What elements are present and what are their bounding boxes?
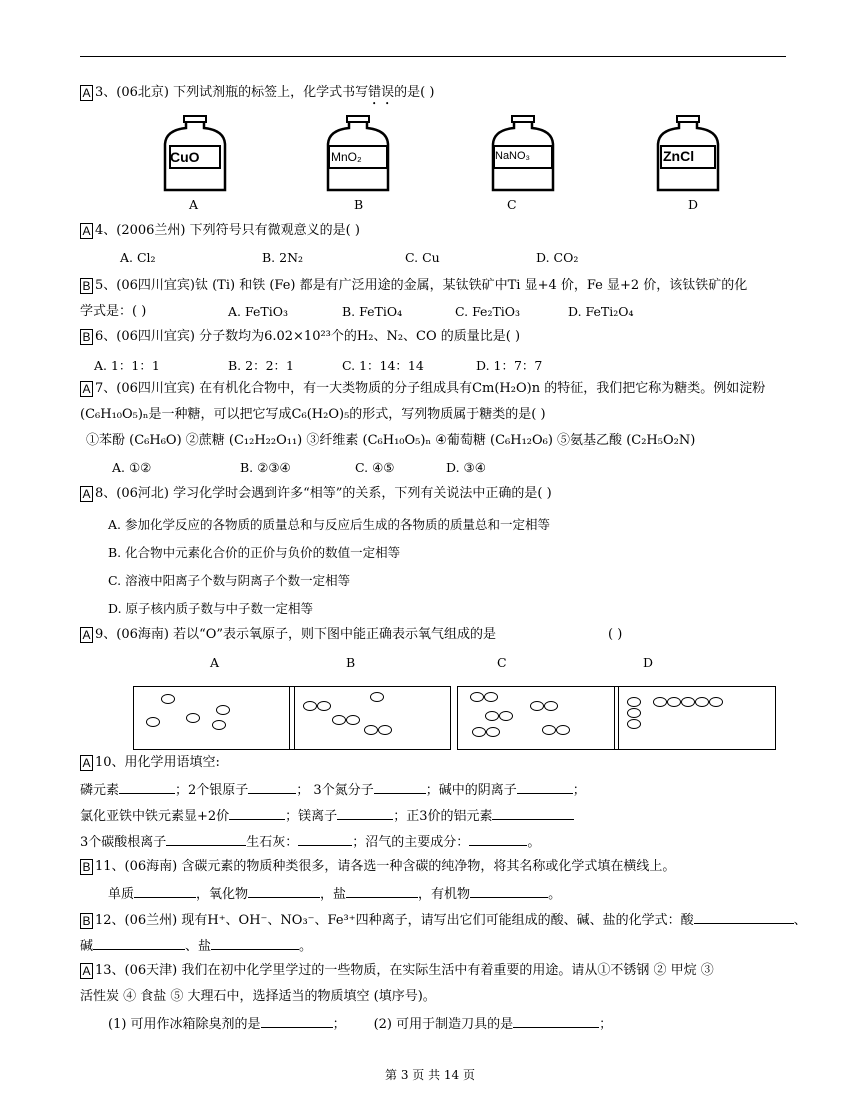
question-6 (80, 328, 520, 346)
level-badge: A (80, 223, 93, 239)
question-text: 4、(2006兰州) 下列符号只有微观意义的是( ) (95, 223, 360, 238)
fill-line: 碱 、盐 。 (80, 936, 312, 956)
oxygen-atom-icon (370, 692, 384, 702)
option-a: A. Cl₂ (120, 250, 156, 265)
question-text: 3、(06北京) 下列试剂瓶的标签上，化学式书写 (95, 85, 369, 100)
question-text: 5、(06四川宜宾)钛 (Ti) 和铁 (Fe) 都是有广泛用途的金属，某钛铁矿中Ti 显+4 价，Fe 显+2 价，该钛铁矿的化 (95, 278, 748, 293)
fill-line: (1) 可用作冰箱除臭剂的是 ； (2) 可用于制造刀具的是 ； (108, 1014, 612, 1034)
fill-line: 3个碳酸根离子 生石灰： ；沼气的主要成分： 。 (80, 832, 540, 852)
oxygen-atom-icon (709, 697, 723, 707)
answer-blank[interactable] (374, 780, 426, 794)
oxygen-atom-icon (317, 701, 331, 711)
question-13-line2: 活性炭 ④ 食盐 ⑤ 大理石中，选择适当的物质填空 (填序号)。 (80, 989, 436, 1004)
oxygen-atom-icon (530, 701, 544, 711)
question-text: 11、(06海南) 含碳元素的物质种类很多，请各选一种含碳的纯净物，将其名称或化学式填在横线上。 (95, 859, 676, 874)
header-rule (80, 56, 786, 57)
oxygen-atom-icon (216, 705, 230, 715)
bottle-label: CuO (170, 149, 200, 165)
answer-blank[interactable] (469, 832, 527, 846)
option-c: C. ④⑤ (355, 460, 395, 475)
answer-blank[interactable] (229, 806, 285, 820)
oxygen-atom-icon (378, 725, 392, 735)
level-badge: A (80, 963, 93, 979)
option-a: A. 参加化学反应的各物质的质量总和与反应后生成的各物质的质量总和一定相等 (108, 517, 550, 532)
option-a: A. FeTiO₃ (228, 304, 288, 319)
level-badge: A (80, 486, 93, 502)
oxygen-atom-icon (544, 701, 558, 711)
question-5-line2: 学式是：( ) (80, 304, 147, 319)
option-a: A (210, 655, 220, 670)
option-b: B. FeTiO₄ (342, 304, 403, 319)
level-badge: B (80, 859, 93, 875)
oxygen-atom-icon (161, 694, 175, 704)
oxygen-atom-icon (681, 697, 695, 707)
oxygen-atom-icon (627, 708, 641, 718)
option-d: D. CO₂ (536, 250, 579, 265)
option-b: B. 化合物中元素化合价的正价与负价的数值一定相等 (108, 545, 401, 560)
level-badge: A (80, 755, 93, 771)
answer-blank[interactable] (694, 910, 794, 924)
oxygen-atom-icon (627, 697, 641, 707)
oxygen-atom-icon (212, 720, 226, 730)
question-13 (80, 962, 714, 980)
oxygen-atom-icon (556, 725, 570, 735)
question-text: 10、用化学用语填空: (95, 755, 220, 770)
diagram-box-c (457, 686, 619, 750)
option-c: C. 1：14：14 (342, 358, 424, 373)
question-7 (80, 380, 765, 398)
option-d: D. ③④ (446, 460, 486, 475)
option-b: B. 2：2：1 (228, 358, 294, 373)
option-b: B (346, 655, 356, 670)
answer-blank[interactable] (337, 806, 393, 820)
oxygen-atom-icon (472, 727, 486, 737)
option-a: A. ①② (112, 460, 152, 475)
answer-blank[interactable] (346, 884, 418, 898)
oxygen-atom-icon (346, 715, 360, 725)
answer-blank[interactable] (134, 884, 196, 898)
bottle-label: NaNO₃ (495, 150, 531, 162)
option-b: B. ②③④ (240, 460, 291, 475)
diagram-box-a (133, 686, 295, 750)
oxygen-atom-icon (332, 715, 346, 725)
option-c: C (507, 197, 517, 212)
option-d: D (688, 197, 699, 212)
question-10 (80, 754, 220, 772)
diagram-box-d (614, 686, 776, 750)
option-d: D. FeTi₂O₄ (568, 304, 634, 319)
answer-blank[interactable] (298, 832, 352, 846)
option-d: D. 原子核内质子数与中子数一定相等 (108, 601, 314, 616)
answer-blank[interactable] (470, 884, 548, 898)
oxygen-atom-icon (484, 692, 498, 702)
answer-blank[interactable] (248, 780, 296, 794)
question-7-line2: (C₆H₁₀O₅)ₙ是一种糖，可以把它写成C₆(H₂O)₅的形式，写列物质属于糖类的是( ) (80, 407, 546, 422)
answer-blank[interactable] (93, 936, 185, 950)
diagram-box-b (289, 686, 451, 750)
level-badge: A (80, 627, 93, 643)
fill-line: 氯化亚铁中铁元素显+2价 ；镁离子 ；正3价的铝元素 (80, 806, 574, 826)
oxygen-atom-icon (486, 727, 500, 737)
option-c: C (497, 655, 507, 670)
answer-blank[interactable] (119, 780, 175, 794)
level-badge: A (80, 85, 93, 101)
question-11 (80, 858, 675, 876)
answer-blank[interactable] (492, 806, 574, 820)
option-b: B. 2N₂ (262, 250, 304, 265)
question-text: 12、(06兰州) 现有H⁺、OH⁻、NO₃⁻、Fe³⁺四种离子，请写出它们可能组成的酸、碱、盐的化学式：酸 (95, 913, 694, 928)
question-9 (80, 626, 496, 644)
level-badge: A (80, 381, 93, 397)
oxygen-atom-icon (146, 717, 160, 727)
option-d: D. 1：7：7 (476, 358, 543, 373)
question-4 (80, 222, 360, 240)
option-c: C. Fe₂TiO₃ (455, 304, 521, 319)
emphasis-text: 错误 (368, 85, 395, 100)
level-badge: B (80, 278, 93, 294)
option-a: A. 1：1：1 (94, 358, 160, 373)
question-text: 6、(06四川宜宾) 分子数均为6.02×10²³个的H₂、N₂、CO 的质量比是( ) (95, 329, 521, 344)
oxygen-atom-icon (542, 725, 556, 735)
answer-blank[interactable] (513, 1014, 599, 1028)
question-text: 9、(06海南) 若以“O”表示氧原子，则下图中能正确表示氧气组成的是 (95, 627, 497, 642)
question-3 (80, 84, 434, 108)
oxygen-atom-icon (364, 725, 378, 735)
oxygen-atom-icon (667, 697, 681, 707)
option-b: B (354, 197, 364, 212)
answer-blank[interactable] (248, 884, 320, 898)
oxygen-atom-icon (470, 692, 484, 702)
option-a: A (189, 197, 199, 212)
fill-line: 磷元素 ；2个银原子 ； 3个氮分子 ；碱中的阴离子 ； (80, 780, 586, 800)
bottle-label: ZnCl (663, 148, 695, 164)
oxygen-atom-icon (627, 719, 641, 729)
oxygen-atom-icon (695, 697, 709, 707)
option-c: C. Cu (405, 250, 440, 265)
oxygen-atom-icon (653, 697, 667, 707)
question-8 (80, 485, 552, 503)
fill-line: 单质 ，氧化物 ，盐 ，有机物 。 (108, 884, 561, 904)
question-text: 13、(06天津) 我们在初中化学里学过的一些物质，在实际生活中有着重要的用途。请从①不锈钢 ② 甲烷 ③ (95, 963, 714, 978)
answer-paren: ( ) (608, 627, 623, 642)
page-footer: 第 3 页 共 14 页 (385, 1068, 475, 1082)
oxygen-atom-icon (303, 701, 317, 711)
level-badge: B (80, 329, 93, 345)
answer-blank[interactable] (166, 832, 246, 846)
question-text: 7、(06四川宜宾) 在有机化合物中，有一大类物质的分子组成具有Cm(H₂O)n 的特征，我们把它称为糖类。例如淀粉 (95, 381, 766, 396)
answer-blank[interactable] (517, 780, 573, 794)
oxygen-atom-icon (485, 711, 499, 721)
question-7-line3: ①苯酚 (C₆H₆O) ②蔗糖 (C₁₂H₂₂O₁₁) ③纤维素 (C₆H₁₀O₅)ₙ ④葡萄糖 (C₆H₁₂O₆) ⑤氨基乙酸 (C₂H₅O₂N) (86, 433, 696, 448)
question-12: B 12、(06兰州) 现有H⁺、OH⁻、NO₃⁻、Fe³⁺四种离子，请写出它们可能组成的酸、碱、盐的化学式：酸 、 (80, 910, 807, 930)
oxygen-atom-icon (499, 711, 513, 721)
oxygen-atom-icon (186, 713, 200, 723)
question-5 (80, 277, 747, 295)
bottle-label: MnO₂ (331, 150, 362, 164)
option-d: D (643, 655, 654, 670)
question-tail: 的是( ) (394, 85, 435, 100)
level-badge: B (80, 913, 93, 929)
answer-blank[interactable] (211, 936, 299, 950)
option-c: C. 溶液中阳离子个数与阴离子个数一定相等 (108, 573, 351, 588)
answer-blank[interactable] (261, 1014, 333, 1028)
question-text: 8、(06河北) 学习化学时会遇到许多“相等”的关系，下列有关说法中正确的是( ) (95, 486, 552, 501)
